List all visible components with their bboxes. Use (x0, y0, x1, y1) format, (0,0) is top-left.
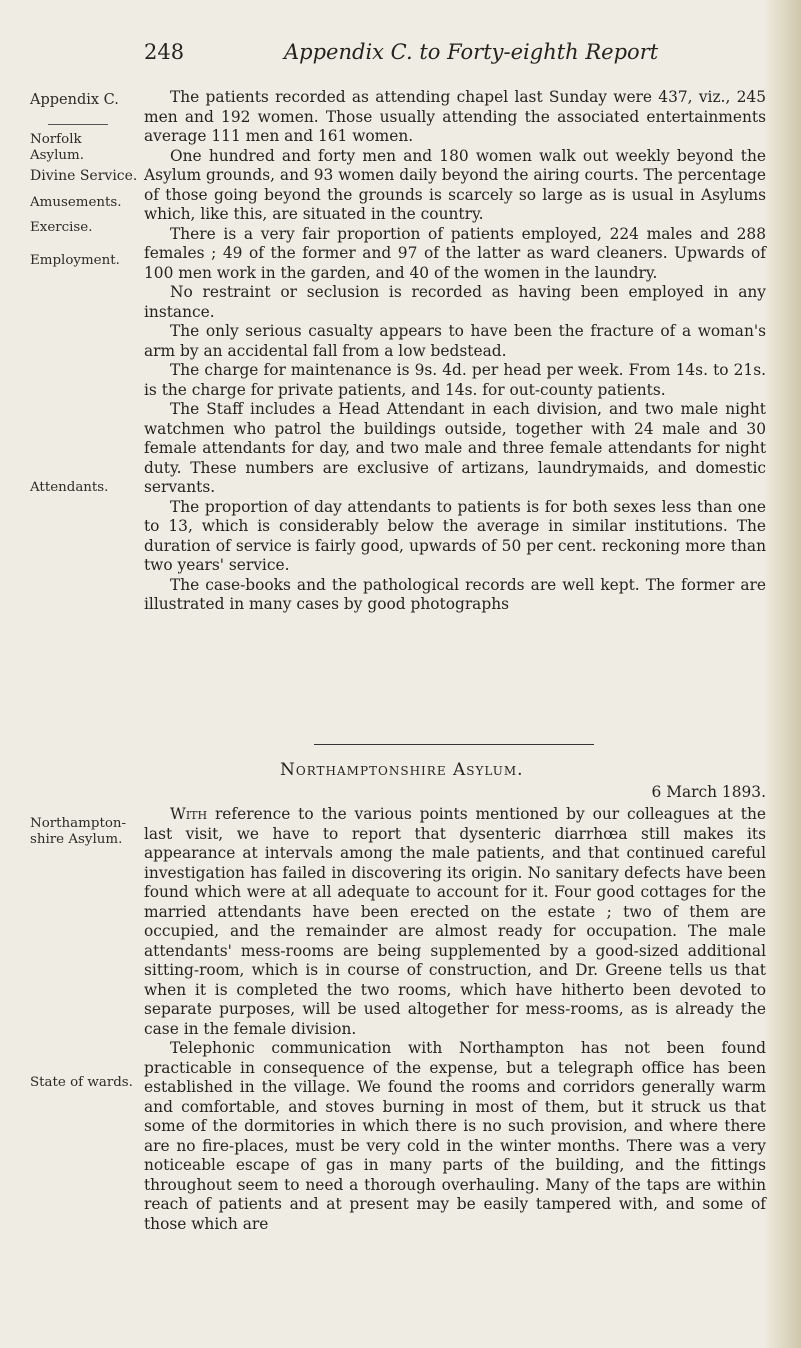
paragraph-case-books: The case-books and the pathological records are well kept. The former are illustrated in many cases by good photographs (144, 575, 766, 613)
report-date: 6 March 1893. (651, 783, 766, 801)
section-divider (314, 744, 594, 745)
margin-note-exercise: Exercise. (30, 220, 93, 235)
running-title: Appendix C. to Forty-eighth Report (284, 40, 659, 64)
paragraph-charge: The charge for maintenance is 9s. 4d. per head per week. From 14s. to 21s. is the charge for private patients, and 14s. for out-county patients. (144, 361, 766, 399)
paragraph-divine-service: The patients recorded as attending chapel last Sunday were 437, viz., 245 men and 192 women. Those usually attending the associated entertainments average 111 men and 161 women. (144, 88, 766, 145)
margin-rule (48, 124, 108, 125)
paragraph-employment: There is a very fair proportion of patients employed, 224 males and 288 females ; 49 of the former and 97 of the latter as ward cleaners. Upwards of 100 men work in the garden, and 40 of the women in the laundry. (144, 224, 766, 282)
page-number: 248 (144, 40, 185, 64)
norfolk-section-text (144, 88, 766, 615)
margin-note-norfolk-2: Asylum. (30, 148, 84, 163)
paragraph-report-intro-text: reference to the various points mentioned by our colleagues at the last visit, we have to report that dysenteric diarrhœa still makes its appearance at intervals among the male patients, and that continued careful investigation has failed in discovering its origin. No sanitary defects have been found which were at all adequate to account for it. Four good cottages for the married attendants have been erected on the estate ; two of them are occupied, and the remainder are almost ready for occupation. The male attendants' mess-rooms are being supplemented by a good-sized additional sitting-room, which is in course of construction, and Dr. Greene tells us that when it is completed the two rooms, which have hitherto been devoted to separate purposes, will be used altogether for mess-rooms, as is already the case in the female division. (144, 805, 766, 1038)
northampton-section-text (144, 805, 766, 1234)
paragraph-telephone-wards: Telephonic communication with Northampton has not been found practicable in consequence of the expense, but a telegraph office has been established in the village. We found the rooms and corridors generally warm and comfortable, and stoves burning in most of them, but it struck us that some of the dormitories in which there is no such provision, and where there are no fire-places, must be very cold in the winter months. There was a very noticeable escape of gas in many parts of the building, and the fittings throughout seem to need a thorough overhauling. Many of the taps are within reach of patients and at present may be easily tampered with, and some of those which are (144, 1039, 766, 1233)
margin-note-attendants: Attendants. (30, 480, 109, 495)
margin-note-amusements: Amusements. (30, 195, 122, 210)
paragraph-exercise: One hundred and forty men and 180 women walk out weekly beyond the Asylum grounds, and 93 women daily beyond the airing courts. The percentage of those going beyond the grounds is scarcely so large as is usual in Asylums which, like this, are situated in the country. (144, 146, 766, 223)
page-edge-shadow (763, 0, 801, 1348)
paragraph-staff: The Staff includes a Head Attendant in each division, and two male night watchmen who patrol the buildings outside, together with 24 male and 30 female attendants for day, and two male and three female attendants for night duty. These numbers are exclusive of artizans, laundrymaids, and domestic servants. (144, 400, 766, 496)
margin-note-norfolk-1: Norfolk (30, 132, 82, 147)
margin-note-divine-service: Divine Service. (30, 168, 138, 184)
margin-note-appendix: Appendix C. (30, 92, 119, 108)
page-header (0, 40, 801, 74)
margin-note-state-of-wards: State of wards. (30, 1075, 133, 1090)
opening-word: With (170, 805, 208, 823)
paragraph-proportion: The proportion of day attendants to patients is for both sexes less than one to 13, which is considerably below the average in similar institutions. The duration of service is fairly good, upwards of 50 per cent. reckoning more than two years' service. (144, 497, 766, 574)
margin-note-employment: Employment. (30, 253, 120, 268)
paragraph-casualty: The only serious casualty appears to have been the fracture of a woman's arm by an accidental fall from a low bedstead. (144, 322, 766, 360)
margin-note-northampton-1: Northampton- (30, 816, 127, 831)
paragraph-restraint: No restraint or seclusion is recorded as having been employed in any instance. (144, 283, 766, 321)
margin-note-northampton-2: shire Asylum. (30, 832, 123, 847)
paragraph-report-intro (144, 805, 766, 1039)
section-heading: Northamptonshire Asylum. (280, 760, 524, 780)
